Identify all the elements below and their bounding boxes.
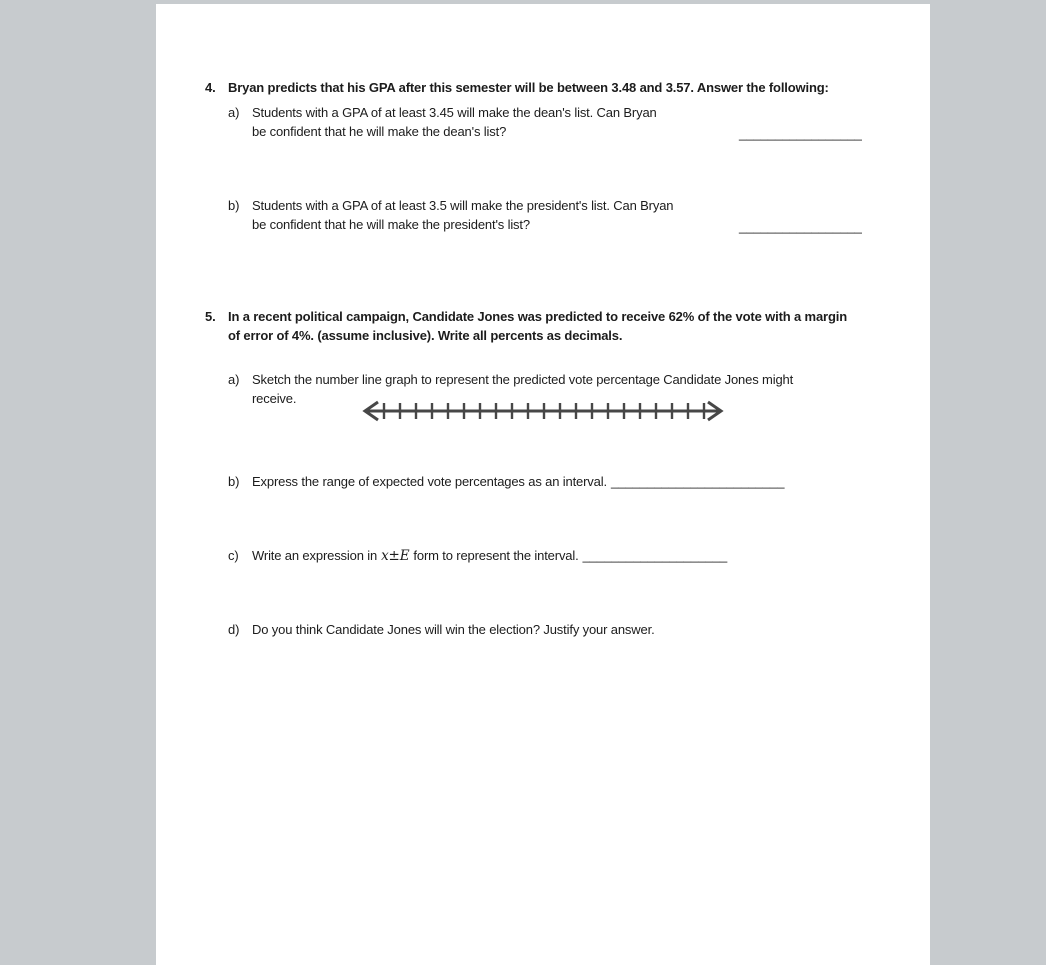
question-4-number: 4. — [205, 80, 216, 95]
question-5-number: 5. — [205, 309, 216, 324]
math-expression: x±E — [381, 548, 410, 564]
question-4a — [228, 104, 657, 141]
question-4a-label: a) — [228, 105, 240, 120]
question-4a-text: Students with a GPA of at least 3.45 will make the dean's list. Can Bryan be confident that he will make the dean's list? — [252, 105, 657, 139]
question-5-text: In a recent political campaign, Candidate Jones was predicted to receive 62% of the vote with a margin of error of 4%. (assume inclusive). Write all percents as decimals. — [228, 309, 847, 343]
question-5d-label: d) — [228, 622, 240, 637]
question-5c — [228, 547, 727, 566]
number-line-ticks — [365, 402, 721, 420]
question-5b — [228, 473, 784, 492]
question-4a-answer-blank: _________________ — [739, 126, 862, 141]
question-5a-text: Sketch the number line graph to represent the predicted vote percentage Candidate Jones might receive. — [252, 372, 794, 406]
question-5d — [228, 621, 655, 640]
number-line-svg — [358, 398, 728, 424]
document-page — [156, 4, 930, 965]
question-5b-answer-blank: ________________________ — [610, 474, 785, 489]
question-4-text: Bryan predicts that his GPA after this semester will be between 3.48 and 3.57. Answer the following: — [228, 80, 829, 95]
question-4b-text: Students with a GPA of at least 3.5 will make the president's list. Can Bryan be confident that he will make the president's list? — [252, 198, 674, 232]
question-5c-text: Write an expression in x±E form to represent the interval. ____________________ — [252, 548, 728, 564]
question-4b-answer-blank: _________________ — [739, 219, 862, 234]
question-5b-text: Express the range of expected vote percentages as an interval. ________________________ — [252, 474, 785, 489]
question-5b-label: b) — [228, 474, 240, 489]
question-5c-label: c) — [228, 548, 239, 563]
question-5c-answer-blank: ____________________ — [582, 548, 728, 563]
question-4b-label: b) — [228, 198, 240, 213]
question-5d-text: Do you think Candidate Jones will win the election? Justify your answer. — [252, 622, 655, 637]
question-4b — [228, 197, 673, 234]
question-5a-label: a) — [228, 372, 240, 387]
question-5-stem — [205, 308, 847, 345]
question-4-stem — [205, 79, 829, 98]
